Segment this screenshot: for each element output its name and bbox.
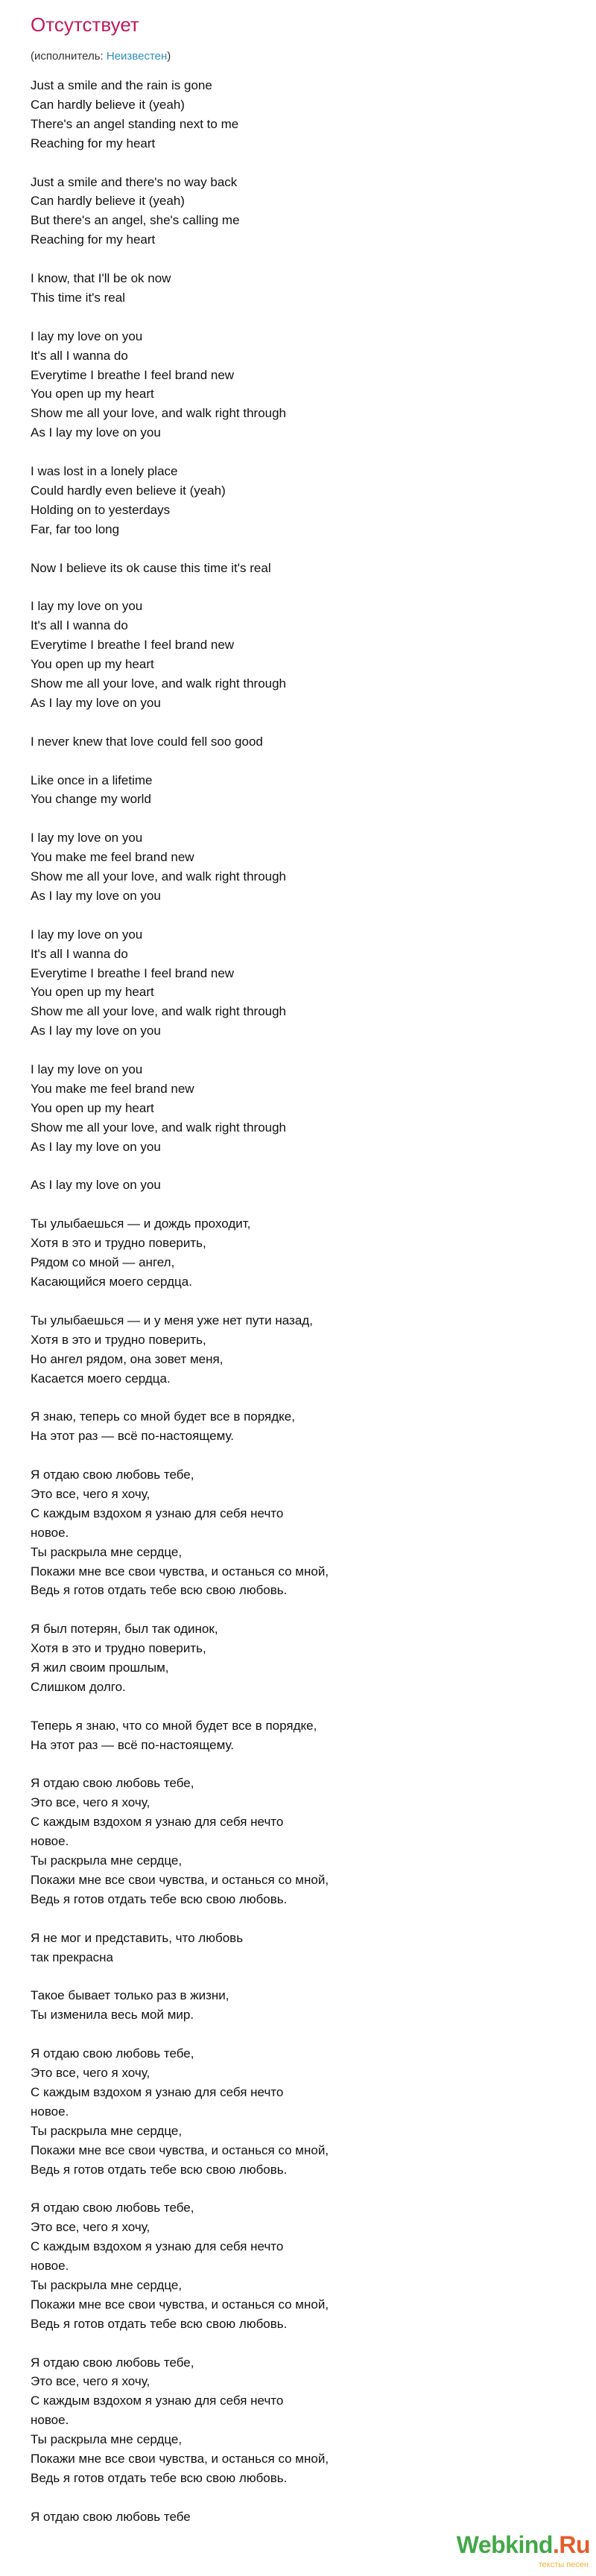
lyrics-line: This time it's real bbox=[31, 290, 125, 305]
lyrics-line: You change my world bbox=[31, 792, 151, 807]
lyrics-line: Это все, чего я хочу, bbox=[31, 1795, 150, 1810]
lyrics-line: Now I believe its ok cause this time it's real bbox=[31, 560, 271, 575]
lyrics-stanza bbox=[31, 559, 552, 578]
lyrics-line: С каждым вздохом я узнаю для себя нечто bbox=[31, 2239, 284, 2254]
lyrics-line: Can hardly believe it (yeah) bbox=[31, 97, 185, 112]
lyrics-line: Покажи мне все свои чувства, и останься со мной, bbox=[31, 1872, 329, 1887]
lyrics-line: Ты изменила весь мой мир. bbox=[31, 2008, 194, 2023]
logo-wordmark-main: Webkind bbox=[456, 2531, 553, 2558]
lyrics-line: Ты раскрыла мне сердце, bbox=[31, 2277, 183, 2292]
lyrics-line: Everytime I breathe I feel brand new bbox=[31, 367, 235, 382]
lyrics-line: As I lay my love on you bbox=[31, 1178, 161, 1193]
lyrics-line: Ты улыбаешься — и у меня уже нет пути назад, bbox=[31, 1313, 313, 1327]
lyrics-line: You open up my heart bbox=[31, 1100, 154, 1115]
lyrics-line: Я знаю, теперь со мной будет все в порядке, bbox=[31, 1409, 295, 1424]
lyrics-line: Я отдаю свою любовь тебе, bbox=[31, 1776, 194, 1791]
lyrics-line: You make me feel brand new bbox=[31, 1081, 194, 1096]
lyrics-line: I lay my love on you bbox=[31, 927, 143, 942]
lyrics-line: As I lay my love on you bbox=[31, 888, 161, 903]
lyrics-line: Reaching for my heart bbox=[31, 136, 156, 150]
lyrics-line: Это все, чего я хочу, bbox=[31, 1486, 150, 1501]
lyrics-line: Покажи мне все свои чувства, и останься со мной, bbox=[31, 2452, 329, 2466]
logo-subtitle: тексты песен bbox=[538, 2560, 589, 2569]
lyrics-line: С каждым вздохом я узнаю для себя нечто bbox=[31, 1815, 284, 1830]
lyrics-line: новое. bbox=[31, 1525, 69, 1540]
lyrics-line: Just a smile and there's no way back bbox=[31, 174, 238, 189]
lyrics-line: Но ангел рядом, она зовет меня, bbox=[31, 1351, 224, 1366]
lyrics-line: Ведь я готов отдать тебе всю свою любовь. bbox=[31, 1583, 288, 1598]
lyrics-line: Хотя в это и трудно поверить, bbox=[31, 1236, 206, 1251]
lyrics-line: But there's an angel, she's calling me bbox=[31, 213, 240, 228]
lyrics-line: Такое бывает только раз в жизни, bbox=[31, 1988, 229, 2003]
lyrics-line: новое. bbox=[31, 1834, 69, 1849]
lyrics-line: новое. bbox=[31, 2259, 69, 2274]
lyrics-line: It's all I wanna do bbox=[31, 348, 128, 363]
lyrics-line: Я отдаю свою любовь тебе, bbox=[31, 2046, 194, 2061]
lyrics-line: As I lay my love on you bbox=[31, 1024, 161, 1038]
lyrics-stanza bbox=[31, 1465, 552, 1600]
lyrics-line: Это все, чего я хочу, bbox=[31, 2066, 150, 2080]
lyrics-line: С каждым вздохом я узнаю для себя нечто bbox=[31, 2393, 284, 2408]
lyrics-line: Хотя в это и трудно поверить, bbox=[31, 1641, 206, 1656]
lyrics-line: Could hardly even believe it (yeah) bbox=[31, 483, 226, 498]
lyrics-stanza bbox=[31, 732, 552, 752]
lyrics-line: Теперь я знаю, что со мной будет все в порядке, bbox=[31, 1718, 317, 1733]
lyrics-line: You make me feel brand new bbox=[31, 850, 194, 865]
lyrics-line: It's all I wanna do bbox=[31, 946, 128, 961]
lyrics-line: Ведь я готов отдать тебе всю свою любовь. bbox=[31, 2316, 288, 2331]
lyrics-stanza bbox=[31, 828, 552, 906]
lyrics-stanza bbox=[31, 327, 552, 442]
lyrics-line: Это все, чего я хочу, bbox=[31, 2374, 150, 2389]
lyrics-line: Holding on to yesterdays bbox=[31, 502, 171, 517]
lyrics-line: Рядом со мной — ангел, bbox=[31, 1255, 175, 1270]
lyrics-line: Это все, чего я хочу, bbox=[31, 2220, 150, 2235]
lyrics-line: С каждым вздохом я узнаю для себя нечто bbox=[31, 2084, 284, 2099]
lyrics-stanza bbox=[31, 1311, 552, 1389]
lyrics-line: You open up my heart bbox=[31, 657, 154, 672]
artist-prefix: (исполнитель: bbox=[31, 50, 107, 63]
lyrics-line: Show me all your love, and walk right through bbox=[31, 869, 287, 884]
lyrics-line: I never knew that love could fell soo good bbox=[31, 734, 263, 749]
lyrics-stanza bbox=[31, 1716, 552, 1755]
lyrics-line: I lay my love on you bbox=[31, 1062, 143, 1077]
lyrics-line: Show me all your love, and walk right through bbox=[31, 1120, 287, 1135]
site-logo[interactable] bbox=[426, 2528, 590, 2573]
lyrics-line: I know, that I'll be ok now bbox=[31, 271, 171, 286]
lyrics-line: Касающийся моего сердца. bbox=[31, 1274, 192, 1289]
lyrics-stanza bbox=[31, 1619, 552, 1697]
lyrics-line: It's all I wanna do bbox=[31, 618, 128, 633]
lyrics-stanza bbox=[31, 269, 552, 308]
lyrics-line: I lay my love on you bbox=[31, 329, 143, 343]
lyrics-line: Like once in a lifetime bbox=[31, 773, 153, 787]
lyrics-line: Ведь я готов отдать тебе всю свою любовь. bbox=[31, 1891, 288, 1906]
lyrics-stanza bbox=[31, 597, 552, 712]
lyrics-line: I lay my love on you bbox=[31, 599, 143, 614]
lyrics-line: As I lay my love on you bbox=[31, 1139, 161, 1154]
lyrics-line: There's an angel standing next to me bbox=[31, 116, 239, 131]
lyrics-line: Ты раскрыла мне сердце, bbox=[31, 2432, 183, 2447]
lyrics-line: You open up my heart bbox=[31, 985, 154, 1000]
lyrics-line: Ты раскрыла мне сердце, bbox=[31, 2123, 183, 2138]
lyrics-line: Just a smile and the rain is gone bbox=[31, 78, 212, 92]
lyrics-stanza bbox=[31, 76, 552, 153]
lyrics-stanza bbox=[31, 2353, 552, 2488]
lyrics-stanza bbox=[31, 1214, 552, 1292]
logo-wordmark bbox=[457, 2531, 590, 2558]
lyrics-stanza bbox=[31, 1774, 552, 1909]
lyrics-line: Ведь я готов отдать тебе всю свою любовь. bbox=[31, 2162, 288, 2177]
lyrics-line: Show me all your love, and walk right through bbox=[31, 1004, 287, 1019]
lyrics-stanza bbox=[31, 2507, 552, 2527]
lyrics-line: новое. bbox=[31, 2413, 69, 2428]
lyrics-line: I was lost in a lonely place bbox=[31, 464, 178, 479]
lyrics-line: Can hardly believe it (yeah) bbox=[31, 194, 185, 209]
artist-suffix: ) bbox=[167, 50, 171, 63]
lyrics-body bbox=[31, 76, 552, 2546]
lyrics-stanza bbox=[31, 1176, 552, 1195]
lyrics-line: Я отдаю свою любовь тебе, bbox=[31, 2201, 194, 2215]
artist-link[interactable]: Неизвестен bbox=[106, 50, 168, 63]
lyrics-line: Ты раскрыла мне сердце, bbox=[31, 1544, 183, 1559]
lyrics-line: С каждым вздохом я узнаю для себя нечто bbox=[31, 1506, 284, 1520]
lyrics-line: Покажи мне все свои чувства, и останься со мной, bbox=[31, 1564, 329, 1579]
lyrics-line: I lay my love on you bbox=[31, 831, 143, 846]
lyrics-stanza bbox=[31, 925, 552, 1041]
lyrics-line: Ведь я готов отдать тебе всю свою любовь. bbox=[31, 2471, 288, 2485]
logo-wordmark-domain: .Ru bbox=[552, 2531, 590, 2558]
lyrics-line: As I lay my love on you bbox=[31, 695, 161, 710]
lyrics-line: Show me all your love, and walk right through bbox=[31, 676, 287, 691]
song-title: Отсутствует bbox=[31, 13, 139, 36]
lyrics-line: Show me all your love, and walk right through bbox=[31, 406, 287, 421]
lyrics-line: Reaching for my heart bbox=[31, 232, 156, 247]
lyrics-line: Ты улыбаешься — и дождь проходит, bbox=[31, 1216, 251, 1231]
lyrics-line: Я отдаю свою любовь тебе bbox=[31, 2509, 191, 2524]
lyrics-line: Я жил своим прошлым, bbox=[31, 1660, 169, 1675]
lyrics-line: На этот раз — всё по-настоящему. bbox=[31, 1737, 234, 1752]
lyrics-line: You open up my heart bbox=[31, 387, 154, 402]
lyrics-stanza bbox=[31, 2198, 552, 2333]
lyrics-stanza bbox=[31, 1929, 552, 1967]
lyrics-line: Everytime I breathe I feel brand new bbox=[31, 638, 235, 653]
lyrics-stanza bbox=[31, 771, 552, 810]
lyrics-line: Я не мог и представить, что любовь bbox=[31, 1930, 244, 1945]
lyrics-line: новое. bbox=[31, 2104, 69, 2119]
lyrics-line: Покажи мне все свои чувства, и останься со мной, bbox=[31, 2142, 329, 2157]
lyrics-line: Хотя в это и трудно поверить, bbox=[31, 1332, 206, 1347]
lyrics-stanza bbox=[31, 1986, 552, 2025]
lyrics-stanza bbox=[31, 1060, 552, 1157]
lyrics-stanza bbox=[31, 1407, 552, 1446]
lyrics-line: Я был потерян, был так одинок, bbox=[31, 1622, 218, 1637]
lyrics-line: Покажи мне все свои чувства, и останься со мной, bbox=[31, 2297, 329, 2312]
lyrics-line: Я отдаю свою любовь тебе, bbox=[31, 2355, 194, 2370]
lyrics-line: Far, far too long bbox=[31, 521, 120, 536]
lyrics-line: As I lay my love on you bbox=[31, 425, 161, 440]
lyrics-line: Everytime I breathe I feel brand new bbox=[31, 965, 235, 980]
lyrics-line: Я отдаю свою любовь тебе, bbox=[31, 1468, 194, 1482]
artist-line bbox=[31, 49, 171, 64]
lyrics-stanza bbox=[31, 173, 552, 250]
lyrics-line: На этот раз — всё по-настоящему. bbox=[31, 1429, 234, 1444]
lyrics-line: Слишком долго. bbox=[31, 1679, 126, 1694]
lyrics-stanza bbox=[31, 462, 552, 539]
lyrics-line: Ты раскрыла мне сердце, bbox=[31, 1853, 183, 1868]
lyrics-line: так прекрасна bbox=[31, 1950, 114, 1964]
lyrics-stanza bbox=[31, 2044, 552, 2179]
lyrics-line: Касается моего сердца. bbox=[31, 1371, 171, 1386]
